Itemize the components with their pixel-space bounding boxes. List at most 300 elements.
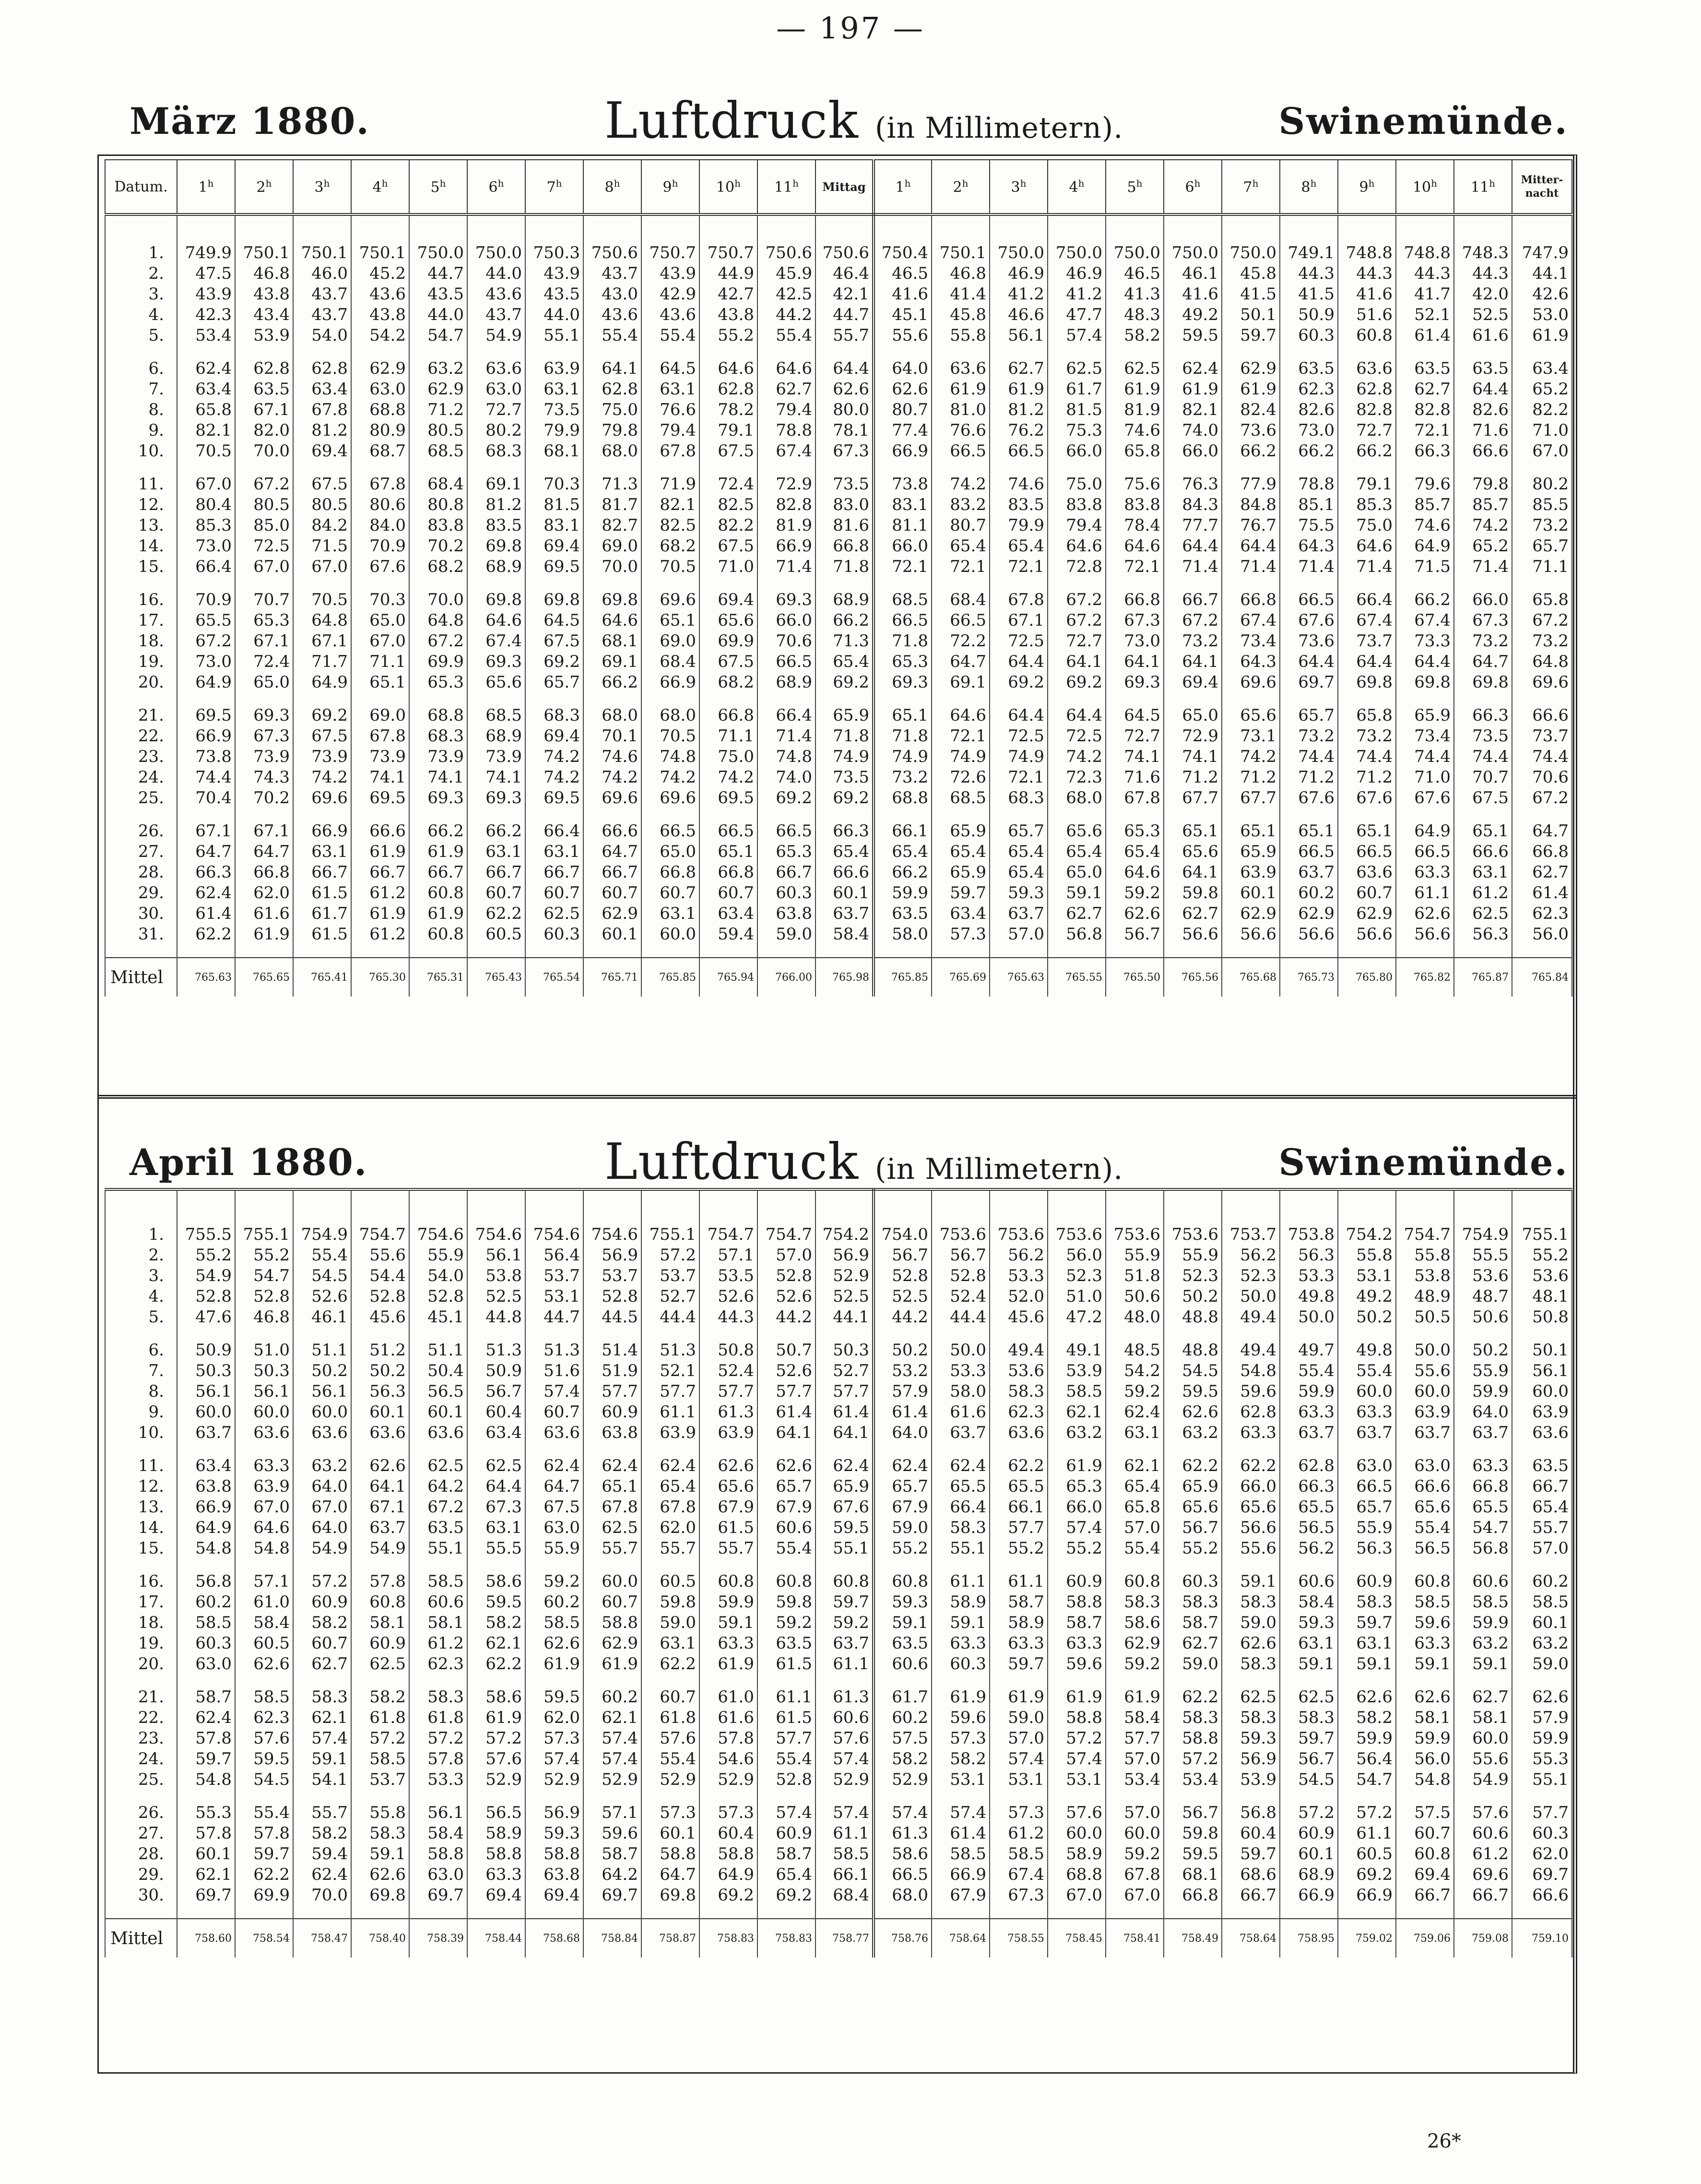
- pressure-cell: 62.7: [1454, 1687, 1512, 1708]
- pressure-cell: 66.6: [1454, 441, 1512, 462]
- spacer-cell: [1454, 1790, 1512, 1803]
- pressure-cell: 59.9: [1396, 1728, 1454, 1749]
- pressure-cell: 47.7: [1048, 305, 1106, 325]
- pressure-cell: 62.6: [815, 379, 874, 400]
- pressure-cell: 65.2: [1512, 379, 1572, 400]
- pressure-cell: 55.2: [990, 1538, 1048, 1559]
- spacer-cell: [177, 577, 235, 590]
- pressure-cell: 58.5: [351, 1749, 409, 1769]
- pressure-cell: 49.4: [990, 1340, 1048, 1361]
- pressure-cell: 63.2: [409, 358, 467, 379]
- pressure-cell: 72.6: [932, 767, 990, 788]
- pressure-cell: 66.8: [1164, 1885, 1222, 1906]
- pressure-cell: 57.7: [815, 1381, 874, 1402]
- pressure-cell: 59.2: [757, 1613, 815, 1633]
- pressure-cell: 65.8: [1338, 705, 1396, 726]
- pressure-cell: 62.6: [757, 1456, 815, 1476]
- spacer-cell: [1454, 1559, 1512, 1571]
- pressure-cell: 59.3: [874, 1592, 932, 1613]
- pressure-cell: 63.7: [1280, 1423, 1338, 1443]
- mean-cell: 765.98: [815, 958, 874, 997]
- pressure-cell: 43.7: [293, 284, 351, 305]
- spacer-cell: [1222, 1674, 1280, 1687]
- spacer-cell: [1164, 945, 1222, 958]
- pressure-cell: 66.0: [874, 536, 932, 557]
- spacer-cell: [583, 1443, 641, 1456]
- pressure-cell: 55.2: [177, 1245, 235, 1266]
- spacer-cell: [1512, 1328, 1572, 1340]
- spacer-cell: [1338, 1674, 1396, 1687]
- pressure-cell: 70.9: [177, 590, 235, 610]
- date-cell: 11.: [105, 474, 177, 495]
- pressure-cell: 78.4: [1106, 515, 1164, 536]
- mean-cell: 765.94: [699, 958, 757, 997]
- pressure-cell: 57.0: [1106, 1518, 1164, 1538]
- pressure-cell: 69.4: [1164, 672, 1222, 693]
- pressure-cell: 55.7: [815, 325, 874, 346]
- pressure-cell: 64.6: [932, 705, 990, 726]
- date-cell: 3.: [105, 1266, 177, 1286]
- pressure-cell: 41.7: [1396, 284, 1454, 305]
- pressure-cell: 754.2: [1338, 1224, 1396, 1245]
- pressure-cell: 66.0: [1164, 441, 1222, 462]
- pressure-cell: 67.8: [1106, 1864, 1164, 1885]
- pressure-cell: 70.5: [177, 441, 235, 462]
- pressure-cell: 62.7: [1512, 862, 1572, 883]
- pressure-cell: 58.1: [351, 1613, 409, 1633]
- date-cell: 17.: [105, 610, 177, 631]
- pressure-cell: 60.2: [1512, 1571, 1572, 1592]
- pressure-cell: 63.6: [1338, 862, 1396, 883]
- pressure-cell: 63.7: [815, 903, 874, 924]
- pressure-cell: 72.9: [1164, 726, 1222, 747]
- date-cell: 21.: [105, 1687, 177, 1708]
- pressure-cell: 62.8: [293, 358, 351, 379]
- pressure-cell: 750.0: [467, 243, 525, 263]
- pressure-cell: 750.6: [757, 243, 815, 263]
- pressure-cell: 73.5: [815, 767, 874, 788]
- pressure-cell: 56.4: [1338, 1749, 1396, 1769]
- spacer-cell: [874, 1189, 932, 1198]
- spacer-cell: [932, 346, 990, 358]
- pressure-cell: 63.3: [699, 1633, 757, 1654]
- pressure-cell: 52.3: [1222, 1266, 1280, 1286]
- pressure-cell: 54.5: [235, 1769, 293, 1790]
- pressure-cell: 56.9: [1222, 1749, 1280, 1769]
- pressure-cell: 62.8: [1222, 1402, 1280, 1423]
- pressure-cell: 56.0: [1512, 924, 1572, 945]
- spacer-cell: [699, 808, 757, 821]
- pressure-cell: 63.8: [525, 1864, 583, 1885]
- spacer-cell: [1222, 214, 1280, 243]
- pressure-cell: 54.2: [351, 325, 409, 346]
- pressure-cell: 65.0: [641, 842, 699, 862]
- spacer-cell: [1338, 808, 1396, 821]
- spacer-cell: [699, 346, 757, 358]
- mean-cell: 765.85: [641, 958, 699, 997]
- pressure-cell: 62.8: [699, 379, 757, 400]
- pressure-cell: 44.4: [932, 1307, 990, 1328]
- table-row: [105, 325, 1572, 346]
- pressure-cell: 59.9: [1512, 1728, 1572, 1749]
- pressure-cell: 55.2: [1048, 1538, 1106, 1559]
- pressure-cell: 65.4: [932, 842, 990, 862]
- pressure-cell: 68.8: [874, 788, 932, 808]
- spacer-cell: [1454, 346, 1512, 358]
- pressure-cell: 65.3: [757, 842, 815, 862]
- pressure-cell: 62.2: [467, 1654, 525, 1674]
- pressure-cell: 83.1: [874, 495, 932, 515]
- pressure-cell: 72.7: [467, 400, 525, 420]
- pressure-cell: 53.9: [1048, 1361, 1106, 1381]
- table-row: [105, 788, 1572, 808]
- pressure-cell: 64.1: [351, 1476, 409, 1497]
- pressure-cell: 65.3: [1106, 821, 1164, 842]
- pressure-cell: 66.4: [177, 557, 235, 577]
- table-row: [105, 1864, 1572, 1885]
- spacer-cell: [1396, 1198, 1454, 1224]
- pressure-cell: 60.0: [1048, 1823, 1106, 1844]
- pressure-cell: 63.7: [932, 1423, 990, 1443]
- pressure-cell: 67.8: [641, 1497, 699, 1518]
- column-header: 3$^h$: [990, 160, 1048, 214]
- pressure-cell: 63.1: [1280, 1633, 1338, 1654]
- pressure-cell: 54.6: [699, 1749, 757, 1769]
- pressure-cell: 68.0: [874, 1885, 932, 1906]
- pressure-cell: 66.5: [1280, 842, 1338, 862]
- pressure-cell: 54.8: [1222, 1361, 1280, 1381]
- pressure-cell: 60.7: [641, 883, 699, 903]
- pressure-cell: 61.1: [641, 1402, 699, 1423]
- spacer-cell: [105, 1790, 177, 1803]
- pressure-cell: 73.9: [235, 747, 293, 767]
- pressure-cell: 60.1: [1512, 1613, 1572, 1633]
- spacer-cell: [1280, 462, 1338, 474]
- pressure-cell: 51.1: [293, 1340, 351, 1361]
- pressure-cell: 57.4: [525, 1749, 583, 1769]
- pressure-cell: 60.3: [1164, 1571, 1222, 1592]
- pressure-cell: 58.0: [874, 924, 932, 945]
- pressure-cell: 64.4: [1454, 379, 1512, 400]
- spacer-cell: [990, 1906, 1048, 1919]
- pressure-cell: 54.7: [1338, 1769, 1396, 1790]
- spacer-cell: [1338, 214, 1396, 243]
- pressure-cell: 57.2: [1048, 1728, 1106, 1749]
- pressure-cell: 52.1: [641, 1361, 699, 1381]
- pressure-cell: 62.7: [1164, 1633, 1222, 1654]
- spacer-cell: [1454, 1443, 1512, 1456]
- pressure-cell: 64.9: [1396, 821, 1454, 842]
- pressure-cell: 79.4: [757, 400, 815, 420]
- spacer-cell: [467, 1906, 525, 1919]
- spacer-cell: [641, 1906, 699, 1919]
- pressure-cell: 62.6: [351, 1864, 409, 1885]
- pressure-cell: 61.6: [235, 903, 293, 924]
- spacer-cell: [1396, 693, 1454, 705]
- pressure-cell: 63.3: [467, 1864, 525, 1885]
- spacer-cell: [1396, 808, 1454, 821]
- pressure-cell: 57.4: [583, 1728, 641, 1749]
- pressure-cell: 65.6: [699, 610, 757, 631]
- pressure-cell: 65.8: [177, 400, 235, 420]
- pressure-cell: 51.2: [351, 1340, 409, 1361]
- pressure-cell: 69.8: [467, 590, 525, 610]
- spacer-cell: [1280, 214, 1338, 243]
- spacer-cell: [1280, 1189, 1338, 1198]
- pressure-cell: 60.8: [757, 1571, 815, 1592]
- spacer-cell: [105, 1198, 177, 1224]
- table-row: [105, 400, 1572, 420]
- pressure-cell: 72.4: [235, 652, 293, 672]
- pressure-cell: 60.9: [293, 1592, 351, 1613]
- date-cell: 27.: [105, 1823, 177, 1844]
- pressure-cell: 59.0: [757, 924, 815, 945]
- pressure-cell: 52.9: [525, 1769, 583, 1790]
- date-cell: 26.: [105, 821, 177, 842]
- pressure-cell: 63.7: [1338, 1423, 1396, 1443]
- pressure-cell: 65.1: [1338, 821, 1396, 842]
- pressure-cell: 66.3: [1396, 441, 1454, 462]
- pressure-cell: 52.9: [699, 1769, 757, 1790]
- pressure-cell: 61.4: [757, 1402, 815, 1423]
- spacer-cell: [1454, 1328, 1512, 1340]
- pressure-cell: 66.2: [874, 862, 932, 883]
- pressure-cell: 59.7: [1338, 1613, 1396, 1633]
- mean-cell: 765.68: [1222, 958, 1280, 997]
- pressure-cell: 56.3: [351, 1381, 409, 1402]
- pressure-cell: 74.4: [1338, 747, 1396, 767]
- pressure-cell: 77.9: [1222, 474, 1280, 495]
- pressure-cell: 65.4: [815, 842, 874, 862]
- pressure-cell: 60.3: [1512, 1823, 1572, 1844]
- pressure-cell: 50.4: [409, 1361, 467, 1381]
- pressure-cell: 62.3: [235, 1708, 293, 1728]
- pressure-cell: 57.6: [467, 1749, 525, 1769]
- pressure-cell: 54.0: [293, 325, 351, 346]
- pressure-cell: 62.7: [757, 379, 815, 400]
- pressure-cell: 62.6: [1338, 1687, 1396, 1708]
- date-cell: 25.: [105, 788, 177, 808]
- spacer-cell: [1512, 462, 1572, 474]
- pressure-cell: 60.0: [177, 1402, 235, 1423]
- pressure-cell: 64.3: [1222, 652, 1280, 672]
- pressure-cell: 74.1: [1106, 747, 1164, 767]
- pressure-cell: 64.8: [409, 610, 467, 631]
- pressure-cell: 56.8: [177, 1571, 235, 1592]
- pressure-cell: 63.1: [1338, 1633, 1396, 1654]
- pressure-cell: 52.8: [177, 1286, 235, 1307]
- pressure-cell: 63.5: [1280, 358, 1338, 379]
- pressure-cell: 64.4: [990, 705, 1048, 726]
- spacer-cell: [874, 1559, 932, 1571]
- spacer-cell: [815, 214, 874, 243]
- pressure-cell: 60.9: [351, 1633, 409, 1654]
- spacer-cell: [1164, 1328, 1222, 1340]
- mean-cell: 765.65: [235, 958, 293, 997]
- pressure-cell: 55.5: [1454, 1245, 1512, 1266]
- spacer-cell: [293, 1559, 351, 1571]
- pressure-cell: 56.7: [1280, 1749, 1338, 1769]
- mean-cell: 759.10: [1512, 1919, 1572, 1958]
- pressure-cell: 70.1: [583, 726, 641, 747]
- pressure-cell: 58.3: [351, 1823, 409, 1844]
- pressure-cell: 67.0: [1048, 1885, 1106, 1906]
- spacer-cell: [641, 1559, 699, 1571]
- pressure-cell: 68.3: [467, 441, 525, 462]
- column-header: 8$^h$: [1280, 160, 1338, 214]
- pressure-cell: 69.6: [293, 788, 351, 808]
- pressure-cell: 50.9: [1280, 305, 1338, 325]
- pressure-cell: 66.5: [874, 1864, 932, 1885]
- pressure-cell: 42.3: [177, 305, 235, 325]
- pressure-cell: 750.7: [641, 243, 699, 263]
- pressure-cell: 73.2: [874, 767, 932, 788]
- pressure-cell: 55.6: [1454, 1749, 1512, 1769]
- column-header: Mitter- nacht: [1512, 160, 1572, 214]
- spacer-cell: [1048, 577, 1106, 590]
- sheet-signature: 26*: [1427, 2130, 1461, 2152]
- pressure-cell: 80.6: [351, 495, 409, 515]
- pressure-cell: 62.5: [1106, 358, 1164, 379]
- pressure-cell: 59.0: [990, 1708, 1048, 1728]
- pressure-cell: 63.4: [293, 379, 351, 400]
- pressure-cell: 56.3: [1280, 1245, 1338, 1266]
- spacer-cell: [525, 577, 583, 590]
- spacer-cell: [525, 1790, 583, 1803]
- pressure-cell: 50.3: [815, 1340, 874, 1361]
- pressure-cell: 44.7: [525, 1307, 583, 1328]
- spacer-cell: [177, 945, 235, 958]
- pressure-cell: 58.3: [1280, 1708, 1338, 1728]
- pressure-cell: 67.2: [1164, 610, 1222, 631]
- spacer-cell: [1048, 1198, 1106, 1224]
- pressure-cell: 67.2: [235, 474, 293, 495]
- spacer-cell: [525, 945, 583, 958]
- pressure-cell: 54.9: [1454, 1769, 1512, 1790]
- pressure-cell: 58.8: [1164, 1728, 1222, 1749]
- table-title: Luftdruck (in Millimetern).: [604, 91, 1123, 150]
- pressure-cell: 83.8: [1048, 495, 1106, 515]
- spacer-cell: [409, 1906, 467, 1919]
- table-row: [105, 903, 1572, 924]
- pressure-cell: 59.1: [293, 1749, 351, 1769]
- pressure-cell: 65.1: [583, 1476, 641, 1497]
- pressure-cell: 62.4: [177, 358, 235, 379]
- pressure-cell: 63.3: [1338, 1402, 1396, 1423]
- pressure-cell: 52.8: [235, 1286, 293, 1307]
- pressure-cell: 61.9: [467, 1708, 525, 1728]
- pressure-cell: 75.0: [1048, 474, 1106, 495]
- pressure-cell: 62.2: [1164, 1687, 1222, 1708]
- pressure-cell: 66.8: [1454, 1476, 1512, 1497]
- spacer-cell: [1164, 462, 1222, 474]
- pressure-cell: 62.1: [1048, 1402, 1106, 1423]
- spacer-cell: [874, 214, 932, 243]
- spacer-cell: [1396, 945, 1454, 958]
- mean-cell: 758.55: [990, 1919, 1048, 1958]
- spacer-cell: [757, 1198, 815, 1224]
- pressure-cell: 60.0: [293, 1402, 351, 1423]
- april-header: [130, 1132, 1569, 1190]
- column-header: 2$^h$: [932, 160, 990, 214]
- spacer-cell: [641, 1674, 699, 1687]
- pressure-cell: 58.8: [699, 1844, 757, 1864]
- pressure-cell: 50.6: [1454, 1307, 1512, 1328]
- pressure-cell: 74.2: [1048, 747, 1106, 767]
- pressure-cell: 70.7: [235, 590, 293, 610]
- pressure-cell: 55.7: [293, 1803, 351, 1823]
- pressure-cell: 46.6: [990, 305, 1048, 325]
- pressure-cell: 57.1: [583, 1803, 641, 1823]
- pressure-cell: 57.4: [815, 1803, 874, 1823]
- pressure-cell: 56.9: [815, 1245, 874, 1266]
- pressure-cell: 68.1: [525, 441, 583, 462]
- spacer-cell: [235, 1443, 293, 1456]
- date-cell: 2.: [105, 263, 177, 284]
- table-row: [105, 1402, 1572, 1423]
- pressure-cell: 69.6: [641, 590, 699, 610]
- pressure-cell: 57.4: [293, 1728, 351, 1749]
- pressure-cell: 53.7: [525, 1266, 583, 1286]
- pressure-cell: 66.5: [874, 610, 932, 631]
- spacer-cell: [932, 1559, 990, 1571]
- table-row: [105, 358, 1572, 379]
- spacer-cell: [757, 1443, 815, 1456]
- pressure-cell: 754.9: [293, 1224, 351, 1245]
- pressure-cell: 69.4: [467, 1885, 525, 1906]
- pressure-cell: 60.7: [467, 883, 525, 903]
- spacer-cell: [467, 945, 525, 958]
- table-row: [105, 1245, 1572, 1266]
- pressure-cell: 51.9: [583, 1361, 641, 1381]
- pressure-cell: 66.0: [1454, 590, 1512, 610]
- table-row: [105, 1654, 1572, 1674]
- pressure-cell: 65.1: [699, 842, 757, 862]
- pressure-cell: 74.2: [699, 767, 757, 788]
- table-row: [105, 1728, 1572, 1749]
- pressure-cell: 69.8: [1396, 672, 1454, 693]
- pressure-cell: 69.5: [351, 788, 409, 808]
- pressure-cell: 59.4: [293, 1844, 351, 1864]
- spacer-cell: [1396, 1790, 1454, 1803]
- pressure-cell: 750.0: [1164, 243, 1222, 263]
- mean-cell: 765.80: [1338, 958, 1396, 997]
- spacer-cell: [932, 945, 990, 958]
- pressure-cell: 65.0: [351, 610, 409, 631]
- pressure-cell: 55.1: [525, 325, 583, 346]
- pressure-cell: 62.9: [1280, 903, 1338, 924]
- pressure-cell: 62.9: [1222, 903, 1280, 924]
- spacer-cell: [1106, 1198, 1164, 1224]
- pressure-cell: 59.0: [874, 1518, 932, 1538]
- pressure-cell: 65.4: [1048, 842, 1106, 862]
- pressure-cell: 56.8: [1048, 924, 1106, 945]
- column-header: 7$^h$: [525, 160, 583, 214]
- date-cell: 13.: [105, 515, 177, 536]
- pressure-cell: 59.7: [815, 1592, 874, 1613]
- pressure-cell: 55.4: [1338, 1361, 1396, 1381]
- spacer-cell: [583, 693, 641, 705]
- pressure-cell: 57.3: [932, 924, 990, 945]
- pressure-cell: 43.6: [467, 284, 525, 305]
- pressure-cell: 79.1: [699, 420, 757, 441]
- pressure-cell: 48.8: [1164, 1340, 1222, 1361]
- spacer-cell: [351, 1559, 409, 1571]
- pressure-cell: 53.3: [990, 1266, 1048, 1286]
- pressure-cell: 65.4: [815, 652, 874, 672]
- spacer-cell: [990, 1328, 1048, 1340]
- spacer-cell: [815, 346, 874, 358]
